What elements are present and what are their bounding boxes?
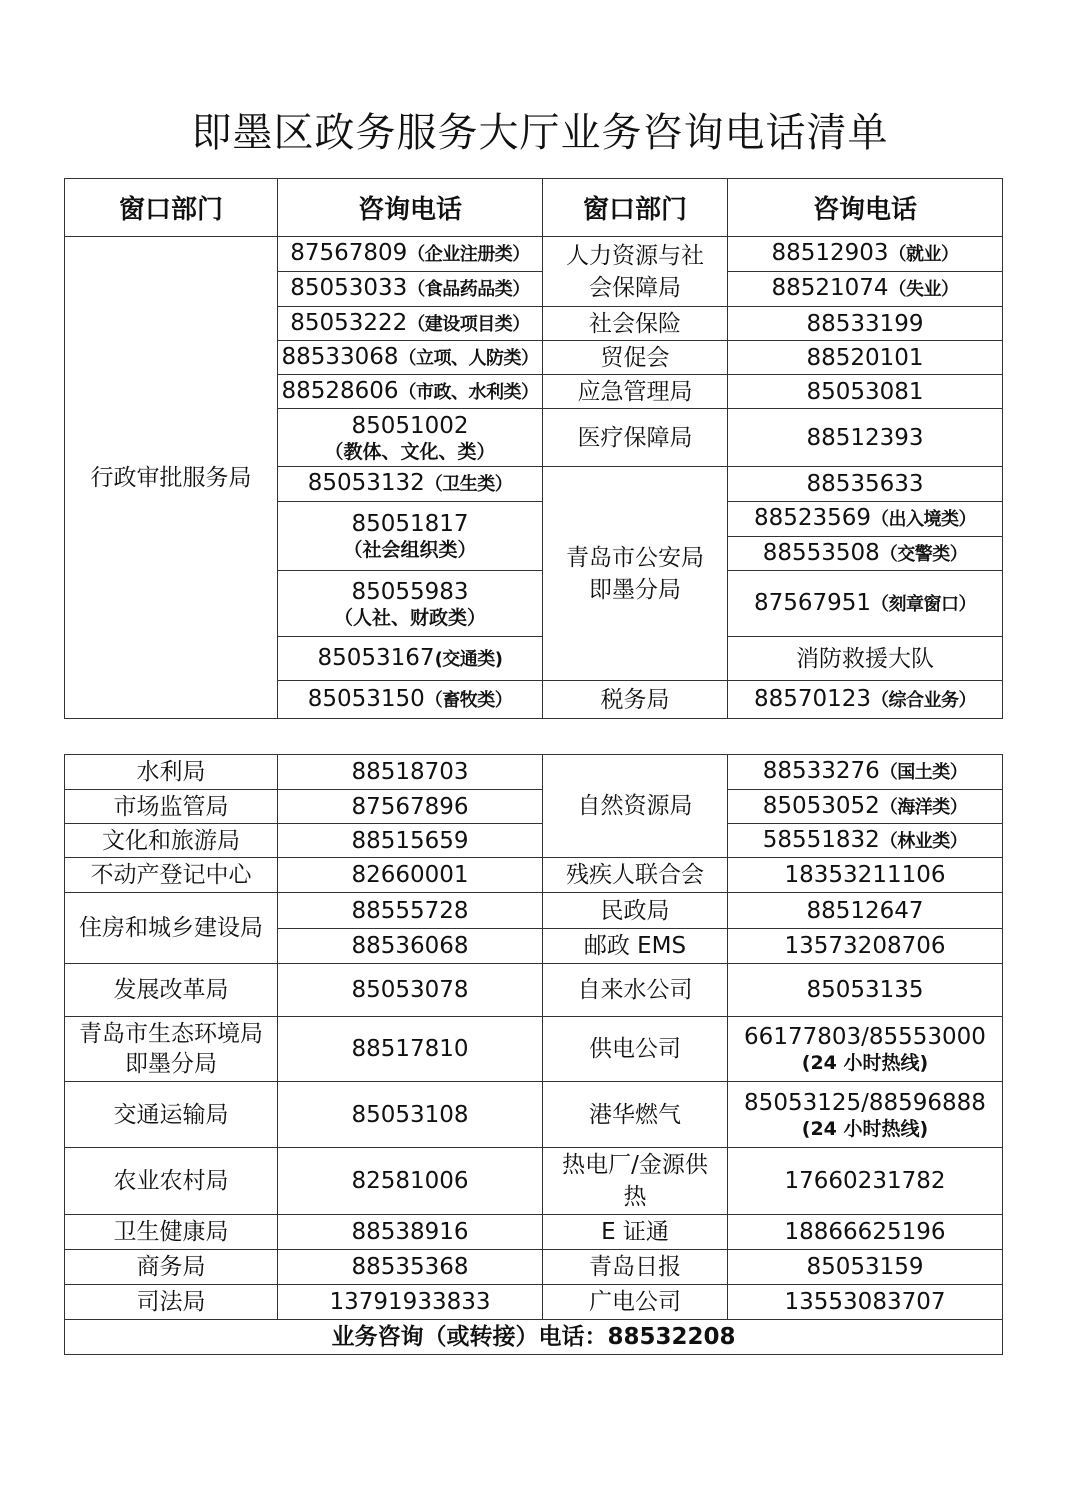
phone-cell: 88535368 <box>278 1250 543 1285</box>
dept-cell: 青岛市公安局即墨分局 <box>543 467 728 681</box>
dept-cell: 卫生健康局 <box>65 1215 278 1250</box>
dept-cell: 贸促会 <box>543 341 728 375</box>
phone-cell: 85053150（畜牧类） <box>278 681 543 719</box>
table-row <box>65 1215 1003 1250</box>
dept-cell: 商务局 <box>65 1250 278 1285</box>
phone-cell: 88555728 <box>278 893 543 929</box>
phone-cell: 88533199 <box>728 307 1003 341</box>
table-row <box>65 1017 1003 1082</box>
header-phone: 咨询电话 <box>728 179 1003 237</box>
phone-cell: 85053108 <box>278 1082 543 1148</box>
phone-cell: 82660001 <box>278 858 543 893</box>
dept-cell: 自然资源局 <box>543 755 728 858</box>
dept-cell: 港华燃气 <box>543 1082 728 1148</box>
phone-cell: 17660231782 <box>728 1148 1003 1215</box>
phone-cell: 85051002 （教体、文化、类） <box>278 409 543 467</box>
phone-cell: 85053159 <box>728 1250 1003 1285</box>
phone-cell: 87567809（企业注册类） <box>278 237 543 272</box>
phone-cell: 85053033（食品药品类） <box>278 272 543 307</box>
phone-cell: 88521074（失业） <box>728 272 1003 307</box>
phone-cell: 88518703 <box>278 755 543 790</box>
footer-row <box>65 1320 1003 1355</box>
phone-cell: 85053078 <box>278 964 543 1017</box>
dept-cell: 青岛日报 <box>543 1250 728 1285</box>
phone-cell: 85053167(交通类) <box>278 637 543 681</box>
phone-cell: 85053052（海洋类） <box>728 790 1003 824</box>
phone-cell: 88570123（综合业务） <box>728 681 1003 719</box>
dept-cell: 住房和城乡建设局 <box>65 893 278 964</box>
table-row <box>65 858 1003 893</box>
dept-cell: 邮政 EMS <box>543 929 728 964</box>
dept-cell: 司法局 <box>65 1285 278 1320</box>
phone-directory-table <box>64 178 1003 719</box>
dept-cell: 残疾人联合会 <box>543 858 728 893</box>
table-row <box>65 237 1003 272</box>
phone-cell: 85053135 <box>728 964 1003 1017</box>
table-row <box>65 893 1003 929</box>
table-row <box>65 1148 1003 1215</box>
table-row <box>65 1082 1003 1148</box>
phone-cell: 82581006 <box>278 1148 543 1215</box>
dept-cell: E 证通 <box>543 1215 728 1250</box>
phone-cell: 88517810 <box>278 1017 543 1082</box>
phone-cell: 88553508（交警类） <box>728 537 1003 571</box>
dept-cell: 热电厂/金源供热 <box>543 1148 728 1215</box>
dept-cell: 消防救援大队 <box>728 637 1003 681</box>
phone-cell: 88533068（立项、人防类） <box>278 341 543 375</box>
phone-cell: 18866625196 <box>728 1215 1003 1250</box>
phone-cell: 13553083707 <box>728 1285 1003 1320</box>
dept-cell: 行政审批服务局 <box>65 237 278 719</box>
header-phone: 咨询电话 <box>278 179 543 237</box>
dept-cell: 发展改革局 <box>65 964 278 1017</box>
dept-cell: 人力资源与社会保障局 <box>543 237 728 307</box>
dept-cell: 不动产登记中心 <box>65 858 278 893</box>
phone-cell: 85053081 <box>728 375 1003 409</box>
phone-cell: 66177803/85553000 (24 小时热线) <box>728 1017 1003 1082</box>
dept-cell: 市场监管局 <box>65 790 278 824</box>
dept-cell: 医疗保障局 <box>543 409 728 467</box>
phone-cell: 13791933833 <box>278 1285 543 1320</box>
table-row <box>65 1250 1003 1285</box>
table-row <box>65 790 1003 824</box>
header-dept: 窗口部门 <box>543 179 728 237</box>
dept-cell: 自来水公司 <box>543 964 728 1017</box>
table-row <box>65 824 1003 858</box>
phone-cell: 88512903（就业） <box>728 237 1003 272</box>
phone-cell: 85053125/88596888 (24 小时热线) <box>728 1082 1003 1148</box>
phone-cell: 58551832（林业类） <box>728 824 1003 858</box>
table-row <box>65 1285 1003 1320</box>
phone-cell: 85053222（建设项目类） <box>278 307 543 341</box>
page-title: 即墨区政务服务大厅业务咨询电话清单 <box>191 110 889 156</box>
phone-cell: 18353211106 <box>728 858 1003 893</box>
dept-cell: 交通运输局 <box>65 1082 278 1148</box>
dept-cell: 青岛市生态环境局即墨分局 <box>65 1017 278 1082</box>
phone-cell: 87567951（刻章窗口） <box>728 571 1003 637</box>
dept-cell: 社会保险 <box>543 307 728 341</box>
phone-cell: 13573208706 <box>728 929 1003 964</box>
dept-cell: 广电公司 <box>543 1285 728 1320</box>
phone-directory-table-lower <box>64 754 1003 1355</box>
header-row <box>65 179 1003 237</box>
dept-cell: 文化和旅游局 <box>65 824 278 858</box>
table-row <box>65 964 1003 1017</box>
phone-cell: 85053132（卫生类） <box>278 467 543 502</box>
dept-cell: 税务局 <box>543 681 728 719</box>
phone-cell: 88523569（出入境类） <box>728 502 1003 537</box>
dept-cell: 农业农村局 <box>65 1148 278 1215</box>
dept-cell: 民政局 <box>543 893 728 929</box>
phone-cell: 88520101 <box>728 341 1003 375</box>
phone-cell: 88538916 <box>278 1215 543 1250</box>
footer-hotline: 业务咨询（或转接）电话：88532208 <box>65 1320 1003 1355</box>
dept-cell: 供电公司 <box>543 1017 728 1082</box>
phone-cell: 88533276（国土类） <box>728 755 1003 790</box>
dept-cell: 应急管理局 <box>543 375 728 409</box>
phone-cell: 85051817 （社会组织类） <box>278 502 543 571</box>
phone-cell: 85055983 （人社、财政类） <box>278 571 543 637</box>
dept-cell: 水利局 <box>65 755 278 790</box>
phone-cell: 88528606（市政、水利类） <box>278 375 543 409</box>
phone-cell: 87567896 <box>278 790 543 824</box>
phone-cell: 88536068 <box>278 929 543 964</box>
phone-cell: 88512647 <box>728 893 1003 929</box>
header-dept: 窗口部门 <box>65 179 278 237</box>
phone-cell: 88515659 <box>278 824 543 858</box>
phone-cell: 88535633 <box>728 467 1003 502</box>
phone-cell: 88512393 <box>728 409 1003 467</box>
table-row <box>65 755 1003 790</box>
